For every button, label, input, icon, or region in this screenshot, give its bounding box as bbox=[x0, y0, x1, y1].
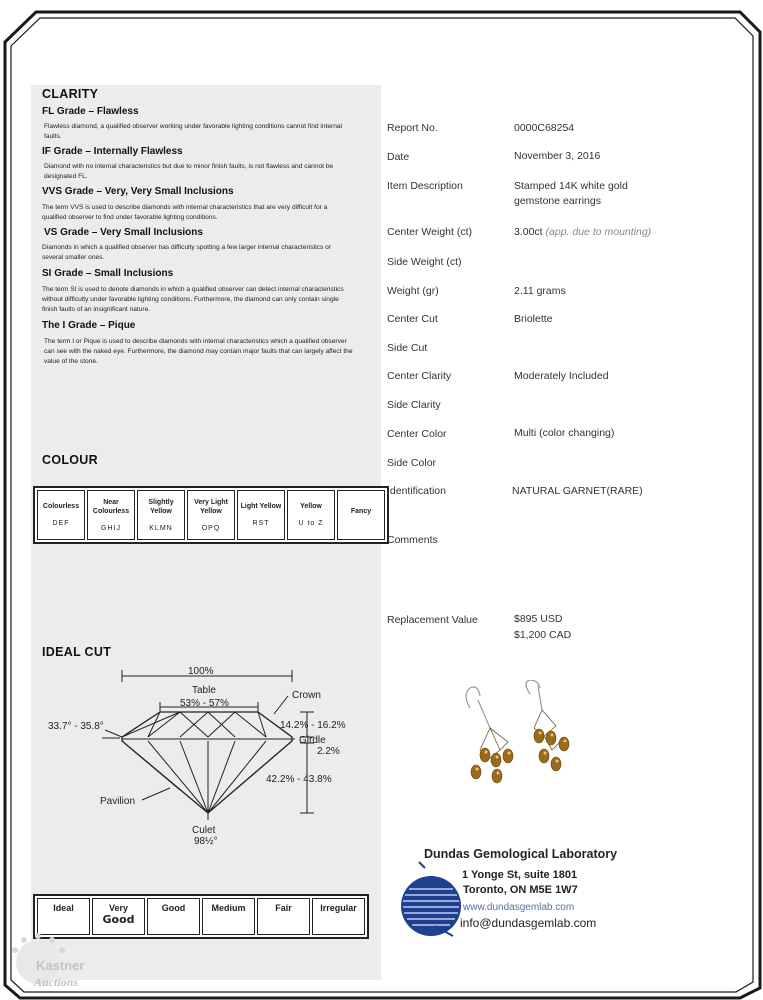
cut-grade-cell: Irregular bbox=[312, 898, 365, 935]
lab-email[interactable]: info@dundasgemlab.com bbox=[460, 916, 597, 930]
culet-label: Culet bbox=[192, 825, 216, 836]
crown-label: Crown bbox=[292, 690, 321, 701]
side-cut-label: Side Cut bbox=[387, 342, 428, 354]
lab-website[interactable]: www.dundasgemlab.com bbox=[463, 902, 575, 913]
lab-globe-logo bbox=[395, 860, 470, 940]
table-label: Table bbox=[192, 685, 216, 696]
grade-si-text: The term SI is used to denote diamonds in which a qualified observer can detect internal characteristics without difficulty under favorable lighting conditions. Furthermore, the diamond can only contain single finish faults of an insignificant nature. bbox=[42, 286, 344, 313]
lab-address-line2: Toronto, ON M5E 1W7 bbox=[463, 884, 578, 896]
grade-fl-heading: FL Grade – Flawless bbox=[42, 106, 139, 117]
crown-angle-label: 33.7° - 35.8° bbox=[48, 721, 104, 732]
watermark-line1: Kastner bbox=[36, 958, 85, 973]
replacement-value-usd: $895 USD bbox=[514, 613, 563, 625]
identification-value: NATURAL GARNET(RARE) bbox=[512, 485, 643, 497]
watermark-line2: Auctions bbox=[34, 975, 79, 989]
colour-cell: Very Light Yellow OPQ bbox=[187, 490, 235, 540]
culet-value-label: 98½° bbox=[194, 836, 218, 847]
girdle-label: Girdle bbox=[299, 735, 326, 746]
cut-grade-cell: Good bbox=[147, 898, 200, 935]
weight-label: Weight (gr) bbox=[387, 285, 439, 297]
cut-grade-cell: Fair bbox=[257, 898, 310, 935]
cut-grade-cell: Very Good bbox=[92, 898, 145, 935]
grade-vs-text: Diamonds in which a qualified observer has difficulty spotting a few larger internal characteristics or several smaller ones. bbox=[42, 244, 332, 261]
center-clarity-label: Center Clarity bbox=[387, 370, 452, 382]
grade-if-heading: IF Grade – Internally Flawless bbox=[42, 146, 183, 157]
auction-watermark bbox=[10, 932, 120, 994]
grade-vvs-heading: VVS Grade – Very, Very Small Inclusions bbox=[42, 186, 234, 197]
side-color-label: Side Color bbox=[387, 457, 437, 469]
date-value: November 3, 2016 bbox=[514, 150, 601, 162]
center-clarity-value: Moderately Included bbox=[514, 370, 609, 382]
girdle-value-label: 2.2% bbox=[317, 746, 340, 757]
colour-cell: Near Colourless GHIJ bbox=[87, 490, 135, 540]
center-weight-label: Center Weight (ct) bbox=[387, 226, 472, 238]
center-weight-value: 3.00ct (app. due to mounting) bbox=[514, 226, 652, 238]
grade-vs-heading: VS Grade – Very Small Inclusions bbox=[44, 227, 203, 238]
colour-scale-table bbox=[33, 486, 389, 544]
center-color-value: Multi (color changing) bbox=[514, 427, 615, 439]
replacement-value-cad: $1,200 CAD bbox=[514, 629, 572, 641]
center-cut-value: Briolette bbox=[514, 313, 553, 325]
side-weight-label: Side Weight (ct) bbox=[387, 256, 462, 268]
grade-fl-text: Flawless diamond, a qualified observer working under favorable lighting conditions cannot find internal faults. bbox=[44, 123, 342, 140]
cut-grade-cell: Ideal bbox=[37, 898, 90, 935]
width-label: 100% bbox=[188, 666, 214, 677]
colour-cell: Yellow U to Z bbox=[287, 490, 335, 540]
report-no-label: Report No. bbox=[387, 122, 438, 134]
colour-cell: Slightly Yellow KLMN bbox=[137, 490, 185, 540]
grade-i-text: The term I or Pique is used to describe diamonds with internal characteristics which a qualified observer can see with the naked eye. Furthermore, the diamond may contain major faults that can largely affect the value of the stone. bbox=[44, 338, 353, 365]
earrings-photo bbox=[452, 680, 602, 790]
colour-cell: Fancy bbox=[337, 490, 385, 540]
lab-name: Dundas Gemological Laboratory bbox=[424, 847, 618, 861]
pavilion-label: Pavilion bbox=[100, 796, 136, 807]
item-description-label: Item Description bbox=[387, 180, 463, 192]
side-clarity-label: Side Clarity bbox=[387, 399, 441, 411]
cut-grade-cell: Medium bbox=[202, 898, 255, 935]
crown-height-label: 14.2% - 16.2% bbox=[280, 720, 346, 731]
lab-address-line1: 1 Yonge St, suite 1801 bbox=[462, 869, 578, 881]
item-description-value: Stamped 14K white gold gemstone earrings bbox=[514, 180, 628, 207]
ideal-cut-title: IDEAL CUT bbox=[42, 645, 112, 659]
replacement-value-label: Replacement Value bbox=[387, 614, 478, 626]
colour-cell: Light Yellow RST bbox=[237, 490, 285, 540]
table-range-label: 53% - 57% bbox=[180, 698, 229, 709]
pavilion-depth-label: 42.2% - 43.8% bbox=[266, 774, 332, 785]
colour-cell: Colourless DEF bbox=[37, 490, 85, 540]
grade-si-heading: SI Grade – Small Inclusions bbox=[42, 268, 174, 279]
grade-vvs-text: The term VVS is used to describe diamonds with internal characteristics that are very difficult for a qualified observer to find under favorable lighting conditions. bbox=[42, 204, 328, 221]
grade-if-text: Diamond with no internal characteristics but due to minor finish faults, is not flawless and cannot be designated FL. bbox=[44, 163, 334, 180]
clarity-title: CLARITY bbox=[42, 87, 99, 101]
report-no-value: 0000C68254 bbox=[514, 122, 575, 134]
colour-title: COLOUR bbox=[42, 453, 98, 467]
identification-label: Identification bbox=[387, 485, 446, 497]
date-label: Date bbox=[387, 151, 410, 163]
diamond-proportions-diagram bbox=[30, 660, 370, 850]
comments-label: Comments bbox=[387, 534, 438, 546]
grade-i-heading: The I Grade – Pique bbox=[42, 320, 136, 331]
weight-value: 2.11 grams bbox=[514, 285, 566, 297]
center-color-label: Center Color bbox=[387, 428, 447, 440]
center-cut-label: Center Cut bbox=[387, 313, 438, 325]
